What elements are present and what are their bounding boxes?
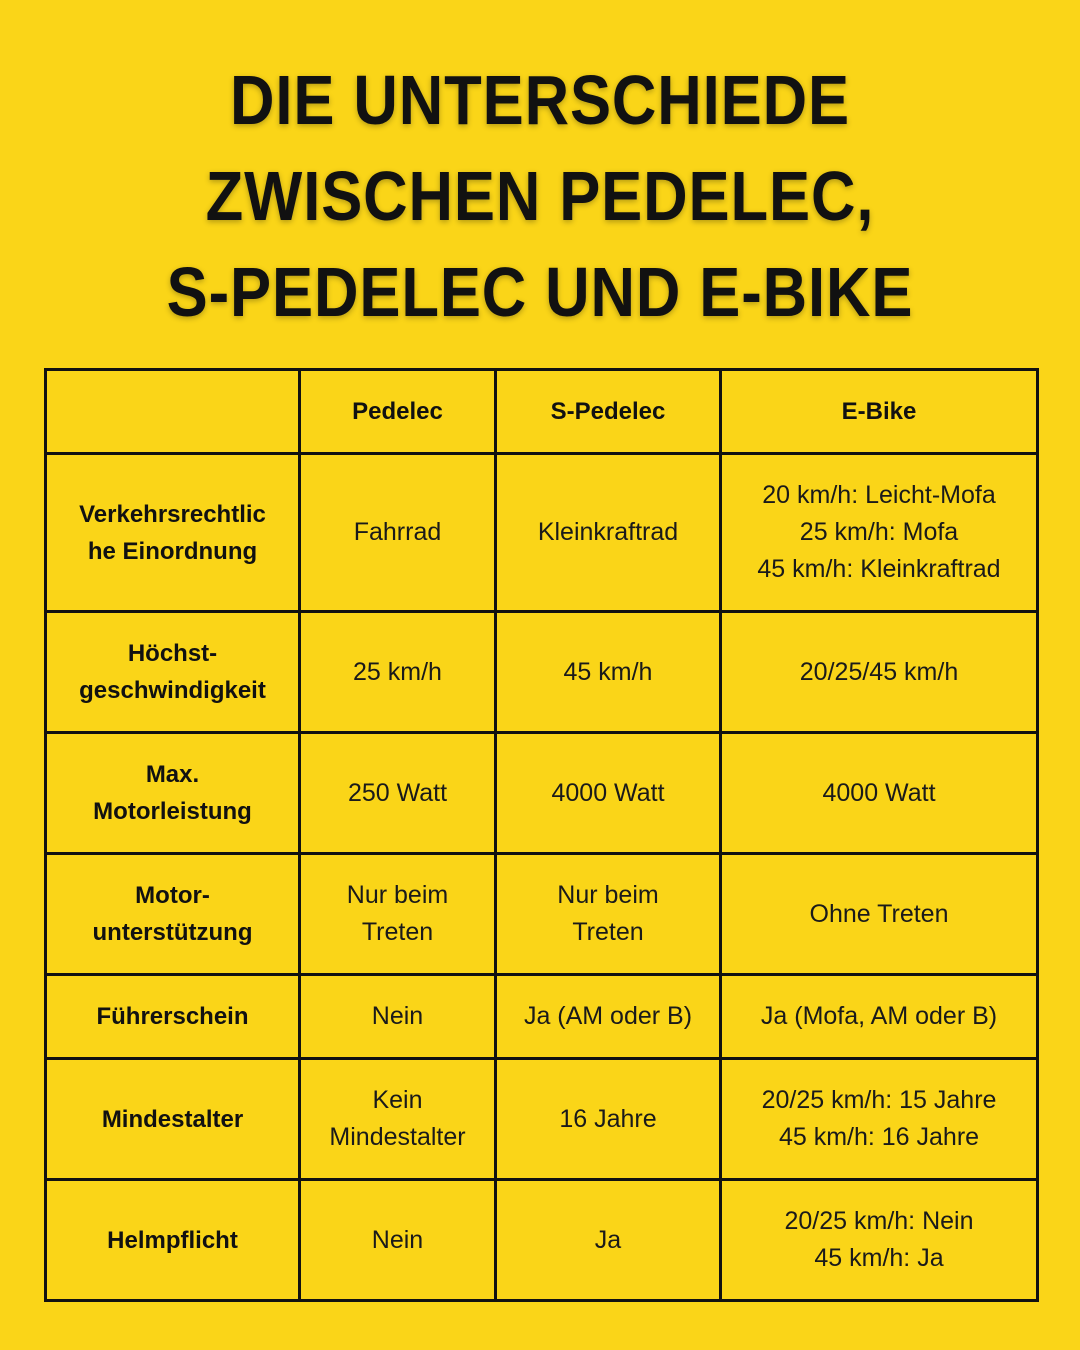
title-line-2: ZWISCHEN PEDELEC,: [205, 157, 875, 235]
cell-pedelec: [300, 1059, 496, 1180]
cell-s-pedelec: [496, 1059, 721, 1180]
row-label-line: Höchst-: [127, 640, 218, 667]
cell-pedelec: [300, 854, 496, 975]
cell-line: Nur beim: [557, 881, 659, 909]
cell-line: Kein: [372, 1086, 423, 1114]
cell-line: 4000 Watt: [822, 778, 936, 807]
row-label: [46, 612, 300, 733]
cell-s-pedelec: [496, 733, 721, 854]
cell-line: 25 km/h: [353, 657, 442, 686]
cell-line: 20/25/45 km/h: [799, 657, 959, 686]
cell-line: Nur beim: [346, 881, 449, 909]
table-row-hoechstgeschwindigkeit: [46, 612, 1038, 733]
row-label-line: unterstützung: [92, 919, 253, 946]
cell-line: Treten: [572, 918, 644, 946]
row-label-line: Motor-: [135, 882, 210, 909]
table-row-max-motorleistung: [46, 733, 1038, 854]
table-row-mindestalter: [46, 1059, 1038, 1180]
row-label: [46, 975, 300, 1059]
cell-pedelec: [300, 612, 496, 733]
cell-line: Fahrrad: [353, 518, 442, 546]
row-label-line: Max.: [145, 761, 200, 788]
cell-line: Mindestalter: [329, 1123, 466, 1151]
row-label-line: he Einordnung: [87, 537, 258, 565]
header-e-bike: E-Bike: [721, 370, 1038, 454]
cell-s-pedelec: [496, 854, 721, 975]
page-title: [0, 52, 1080, 340]
cell-line: Treten: [361, 918, 434, 946]
cell-e-bike: [721, 1180, 1038, 1301]
cell-line: 20/25 km/h: Nein: [784, 1207, 974, 1235]
cell-s-pedelec: [496, 975, 721, 1059]
header-pedelec: Pedelec: [300, 370, 496, 454]
cell-e-bike: [721, 975, 1038, 1059]
cell-pedelec: [300, 975, 496, 1059]
cell-line: Ohne Treten: [809, 899, 949, 928]
cell-line: 45 km/h: 16 Jahre: [778, 1123, 980, 1151]
cell-line: Ja (Mofa, AM oder B): [760, 1002, 998, 1030]
row-label-line: Mindestalter: [101, 1105, 244, 1133]
row-label-line: Führerschein: [96, 1003, 249, 1030]
row-label: [46, 733, 300, 854]
cell-s-pedelec: [496, 612, 721, 733]
cell-line: Nein: [371, 1225, 424, 1254]
row-label-line: Verkehrsrechtlic: [79, 500, 266, 528]
cell-line: Nein: [371, 1002, 424, 1030]
cell-line: Ja (AM oder B): [523, 1002, 693, 1030]
table-row-verkehrsrechtliche-einordnung: [46, 454, 1038, 612]
cell-e-bike: [721, 1059, 1038, 1180]
table-row-fuehrerschein: [46, 975, 1038, 1059]
row-label-line: geschwindigkeit: [79, 677, 266, 704]
header-empty-cell: [46, 370, 300, 454]
row-label: [46, 1059, 300, 1180]
cell-s-pedelec: [496, 1180, 721, 1301]
row-label-line: Motorleistung: [93, 798, 252, 825]
cell-pedelec: [300, 1180, 496, 1301]
cell-line: 45 km/h: [563, 657, 653, 686]
header-s-pedelec: S-Pedelec: [496, 370, 721, 454]
table-header-row: [46, 370, 1038, 454]
cell-line: 25 km/h: Mofa: [799, 518, 959, 546]
row-label: [46, 854, 300, 975]
cell-e-bike: [721, 733, 1038, 854]
title-line-1: DIE UNTERSCHIEDE: [230, 61, 850, 139]
table-row-motorunterstuetzung: [46, 854, 1038, 975]
title-line-3: S-PEDELEC UND E-BIKE: [166, 253, 914, 331]
cell-line: 20 km/h: Leicht-Mofa: [762, 481, 996, 509]
row-label: [46, 454, 300, 612]
row-label: [46, 1180, 300, 1301]
cell-line: 4000 Watt: [551, 778, 665, 807]
cell-e-bike: [721, 454, 1038, 612]
cell-line: Ja: [594, 1225, 622, 1254]
cell-line: 250 Watt: [347, 778, 448, 807]
cell-e-bike: [721, 854, 1038, 975]
cell-line: 45 km/h: Ja: [814, 1244, 944, 1272]
cell-pedelec: [300, 733, 496, 854]
cell-line: Kleinkraftrad: [537, 518, 679, 546]
comparison-table: [44, 368, 1039, 1302]
table-row-helmpflicht: [46, 1180, 1038, 1301]
cell-line: 20/25 km/h: 15 Jahre: [761, 1086, 997, 1114]
cell-line: 45 km/h: Kleinkraftrad: [757, 555, 1001, 583]
cell-e-bike: [721, 612, 1038, 733]
cell-s-pedelec: [496, 454, 721, 612]
cell-line: 16 Jahre: [559, 1104, 657, 1133]
cell-pedelec: [300, 454, 496, 612]
row-label-line: Helmpflicht: [107, 1226, 238, 1254]
